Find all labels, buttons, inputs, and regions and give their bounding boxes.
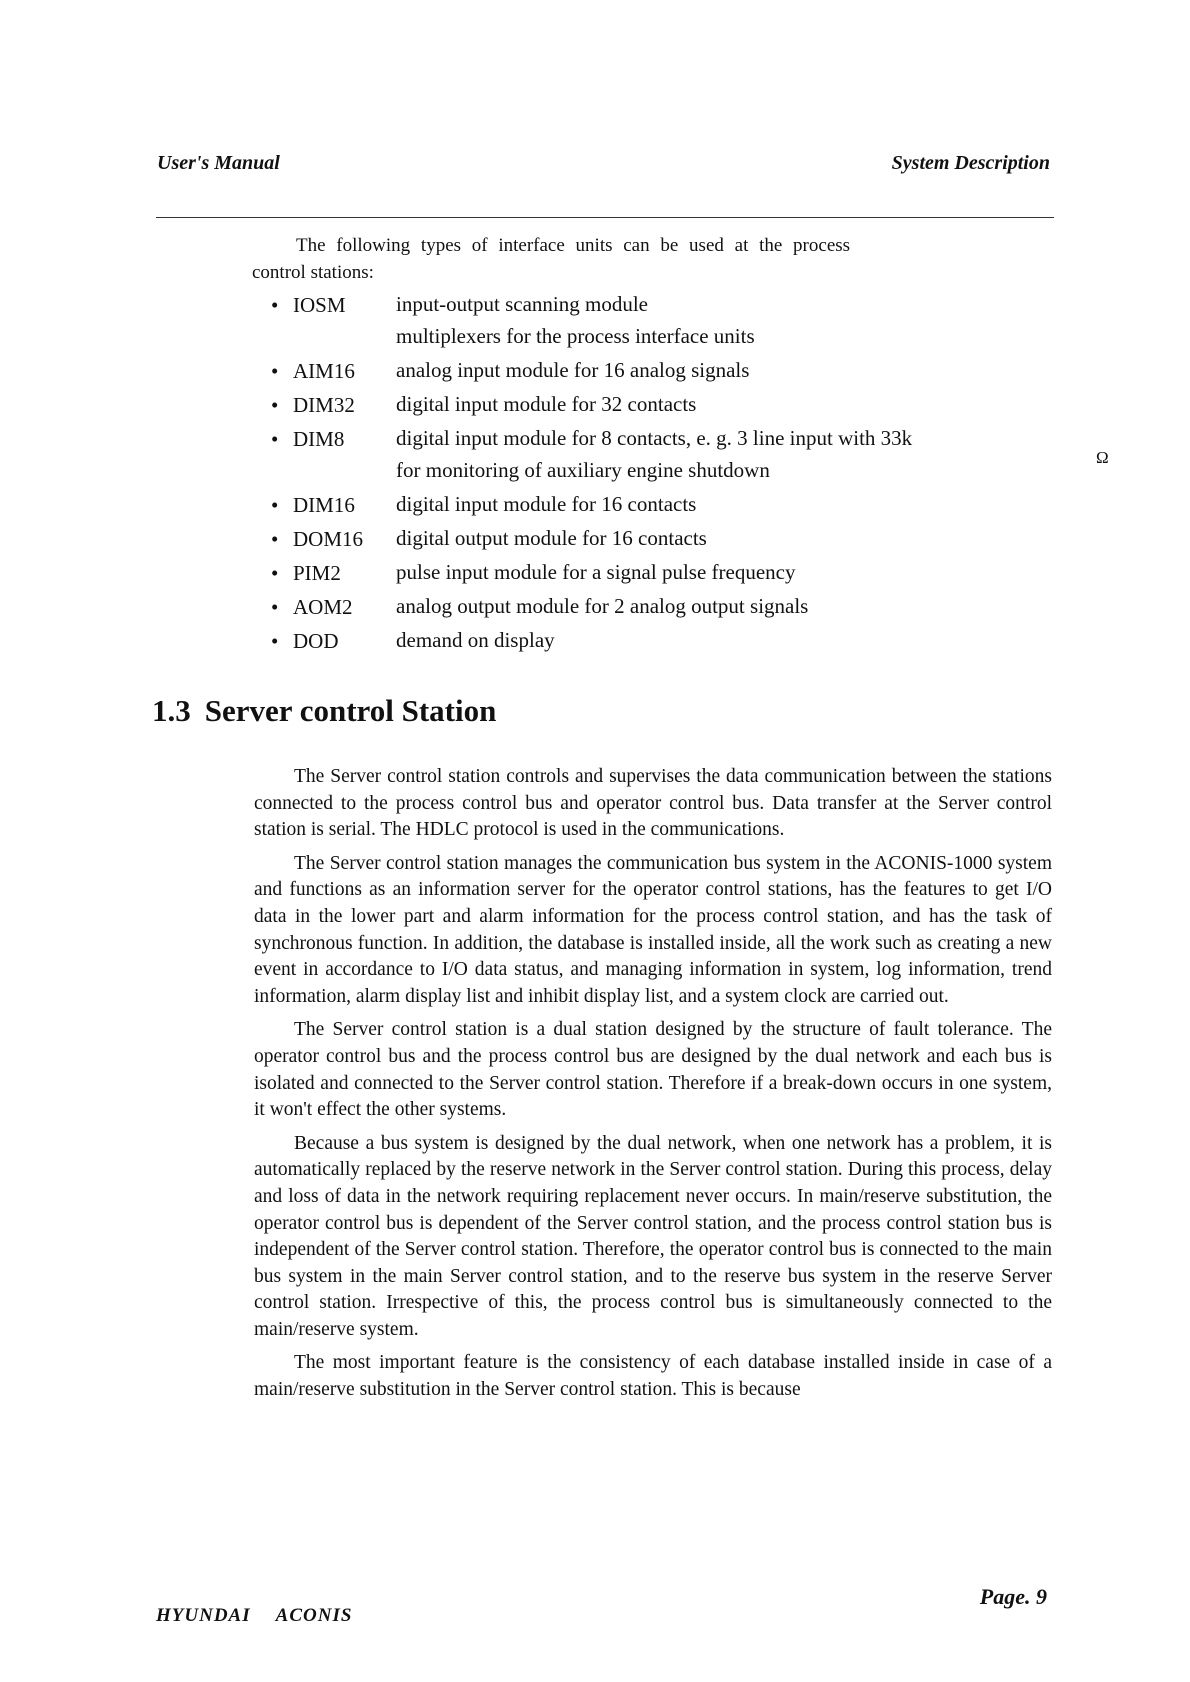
unit-description [396, 288, 976, 352]
unit-description-line: digital input module for 8 contacts, e. g. 3 line input with 33k [396, 426, 913, 450]
unit-code: DIM8 [293, 427, 345, 451]
header-section-title: System Description [891, 152, 1050, 174]
paragraph: Because a bus system is designed by the dual network, when one network has a problem, it is automatically replaced by the reserve network in the Server control station. During this process, delay and loss of data in the network requiring replacement never occurs. In main/reserve substitution, the operator control bus is dependent of the Server control station, and the process control station bus is independent of the Server control station. Therefore, the operator control bus is connected to the main bus system in the main Server control station, and to the reserve bus system in the reserve Server control station. Irrespective of this, the process control bus is simultaneously connected to the main/reserve system. [254, 1132, 1052, 1340]
section-body [254, 764, 1052, 1411]
unit-code: DOD [293, 629, 339, 653]
header-manual-title: User's Manual [157, 152, 280, 174]
unit-description-line: multiplexers for the process interface units [396, 324, 755, 348]
intro-text [252, 232, 972, 286]
paragraph: The Server control station controls and supervises the data communication between the stations connected to the process control bus and operator control bus. Data transfer at the Server control station is serial. The HDLC protocol is used in the communications. [254, 766, 1052, 841]
unit-code: PIM2 [293, 561, 341, 585]
bullet: • [271, 561, 279, 585]
intro-line-2: control stations: [252, 262, 374, 283]
unit-code: IOSM [293, 293, 346, 317]
paragraph: The Server control station is a dual station designed by the structure of fault tolerance. The operator control bus and the process control bus are designed by the dual network and each bus is isolated and connected to the Server control station. Therefore if a break-down occurs in one system, it won't effect the other systems. [254, 1019, 1052, 1121]
unit-description-line: input-output scanning module [396, 292, 648, 316]
unit-description [396, 422, 1109, 486]
bullet: • [271, 527, 279, 551]
bullet: • [271, 493, 279, 517]
bullet: • [271, 427, 279, 451]
paragraph: The most important feature is the consistency of each database installed inside in case of a main/reserve substitution in the Server control station. This is because [254, 1352, 1052, 1401]
unit-description: digital input module for 32 contacts [396, 392, 697, 416]
page-number: Page. 9 [979, 1584, 1047, 1609]
unit-code: AIM16 [293, 359, 355, 383]
unit-code: DOM16 [293, 527, 364, 551]
section-number: 1.3 [152, 693, 191, 728]
unit-description: pulse input module for a signal pulse frequency [396, 560, 796, 584]
unit-code: DIM32 [293, 393, 355, 417]
intro-line-1: The following types of interface units can be used at the process [296, 235, 851, 256]
bullet: • [271, 393, 279, 417]
ohm-symbol: Ω [1096, 448, 1109, 467]
unit-description: digital input module for 16 contacts [396, 492, 697, 516]
paragraph: The Server control station manages the communication bus system in the ACONIS-1000 system and functions as an information server for the operator control stations, has the features to get I/O data in the lower part and alarm information for the process control station, and has the task of synchronous function. In addition, the database is installed inside, all the work such as creating a new event in accordance to I/O data status, and managing information in system, log information, trend information, alarm display list and inhibit display list, and a system clock are carried out. [254, 852, 1052, 1007]
bullet: • [271, 293, 279, 317]
unit-description: demand on display [396, 628, 555, 652]
bullet: • [271, 595, 279, 619]
section-title: Server control Station [204, 693, 497, 728]
unit-code: DIM16 [293, 493, 355, 517]
header-divider [156, 217, 1054, 218]
unit-description: digital output module for 16 contacts [396, 526, 707, 550]
unit-description: analog output module for 2 analog output signals [396, 594, 809, 618]
unit-description: analog input module for 16 analog signals [396, 358, 750, 382]
unit-description-line: for monitoring of auxiliary engine shutdown [396, 458, 770, 482]
section-heading [152, 693, 496, 729]
footer-company: HYUNDAI ACONIS [156, 1605, 353, 1626]
unit-code: AOM2 [293, 595, 353, 619]
bullet: • [271, 629, 279, 653]
bullet: • [271, 359, 279, 383]
